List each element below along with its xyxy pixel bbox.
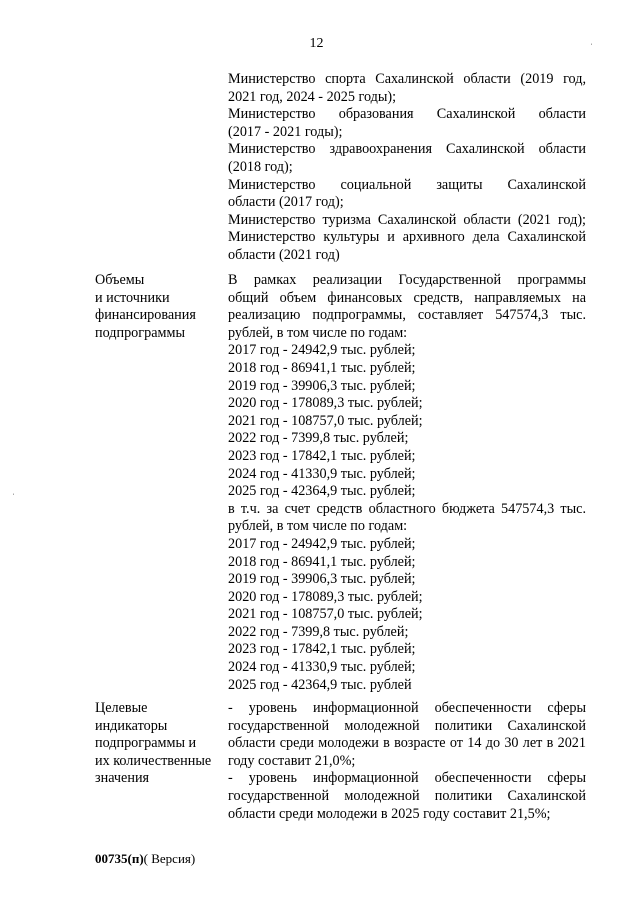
ministry-line: 2021 год, 2024 - 2025 годы);: [228, 88, 397, 105]
indicators-text-line: году составит 21,0%;: [228, 752, 356, 769]
financing-text-line: реализацию подпрограммы, составляет 547574,3 тыс.: [228, 307, 586, 324]
indicators-label-line: индикаторы: [95, 717, 168, 734]
ministry-line: области (2021 год): [228, 246, 340, 263]
indicators-text-line: государственной молодежной политики Сахалинской: [228, 717, 586, 734]
ministry-line: (2018 год);: [228, 158, 293, 175]
scan-speck-left: ˈ: [12, 492, 15, 502]
financing-text-line: 2021 год - 108757,0 тыс. рублей;: [228, 606, 423, 623]
financing-text-line: общий объем финансовых средств, направляемых на: [228, 289, 586, 306]
financing-text-line: 2017 год - 24942,9 тыс. рублей;: [228, 342, 416, 359]
indicators-text-line: - уровень информационной обеспеченности сферы: [228, 700, 586, 716]
financing-text-line: 2019 год - 39906,3 тыс. рублей;: [228, 377, 416, 394]
indicators-text: [228, 700, 586, 823]
indicators-text-line: области среди молодежи в 2025 году составит 21,5%;: [228, 805, 551, 822]
ministry-line: Министерство культуры и архивного дела Сахалинской: [228, 229, 586, 246]
financing-text-line: 2023 год - 17842,1 тыс. рублей;: [228, 447, 416, 464]
financing-text-line: 2020 год - 178089,3 тыс. рублей;: [228, 395, 423, 412]
financing-label-line: финансирования: [95, 307, 196, 324]
indicators-text-line: государственной молодежной политики Сахалинской: [228, 787, 586, 804]
ministry-line: Министерство спорта Сахалинской области (2019 год,: [228, 71, 586, 87]
ministry-line: (2017 - 2021 годы);: [228, 123, 343, 140]
indicators-label-line: их количественные: [95, 752, 212, 769]
ministry-line: Министерство социальной защиты Сахалинской: [228, 176, 586, 193]
financing-text-line: В рамках реализации Государственной программы: [228, 272, 586, 288]
ministry-line: Министерство туризма Сахалинской области (2021 год);: [228, 211, 586, 228]
indicators-text-line: - уровень информационной обеспеченности сферы: [228, 770, 586, 787]
indicators-text-line: области среди молодежи в возрасте от 14 до 30 лет в 2021: [228, 735, 586, 752]
financing-text-line: 2017 год - 24942,9 тыс. рублей;: [228, 535, 416, 552]
indicators-label-line: значения: [95, 770, 150, 787]
financing-text-line: 2024 год - 41330,9 тыс. рублей;: [228, 465, 416, 482]
financing-label: [95, 272, 225, 342]
financing-text-line: 2019 год - 39906,3 тыс. рублей;: [228, 571, 416, 588]
financing-text-line: 2020 год - 178089,3 тыс. рублей;: [228, 588, 423, 605]
ministry-line: Министерство здравоохранения Сахалинской области: [228, 141, 586, 158]
ministry-line: области (2017 год);: [228, 194, 344, 211]
financing-text-line: 2022 год - 7399,8 тыс. рублей;: [228, 430, 409, 447]
financing-label-line: и источники: [95, 289, 170, 306]
document-code: 00735(п): [95, 851, 144, 866]
document-footer: [95, 851, 195, 867]
page-number: 12: [309, 36, 324, 51]
financing-text-line: 2024 год - 41330,9 тыс. рублей;: [228, 659, 416, 676]
financing-text-line: рублей, в том числе по годам:: [228, 324, 408, 341]
financing-text: [228, 272, 586, 694]
financing-text-line: 2018 год - 86941,1 тыс. рублей;: [228, 553, 416, 570]
scan-speck-top: ˈ: [590, 42, 593, 52]
financing-text-line: 2022 год - 7399,8 тыс. рублей;: [228, 623, 409, 640]
financing-label-line: Объемы: [95, 272, 145, 288]
financing-text-line: 2023 год - 17842,1 тыс. рублей;: [228, 641, 416, 658]
indicators-label-line: Целевые: [95, 700, 148, 716]
document-version: ( Версия): [143, 851, 196, 866]
financing-label-line: подпрограммы: [95, 324, 185, 341]
financing-text-line: в т.ч. за счет средств областного бюджета 547574,3 тыс.: [228, 500, 586, 517]
indicators-label-line: подпрограммы и: [95, 735, 197, 752]
indicators-label: [95, 700, 225, 788]
financing-text-line: 2021 год - 108757,0 тыс. рублей;: [228, 412, 423, 429]
financing-text-line: 2025 год - 42364,9 тыс. рублей;: [228, 483, 416, 500]
financing-text-line: 2018 год - 86941,1 тыс. рублей;: [228, 359, 416, 376]
financing-text-line: рублей, в том числе по годам:: [228, 518, 408, 535]
ministry-line: Министерство образования Сахалинской области: [228, 106, 586, 123]
ministries-list: [228, 71, 586, 265]
financing-text-line: 2025 год - 42364,9 тыс. рублей: [228, 676, 412, 693]
